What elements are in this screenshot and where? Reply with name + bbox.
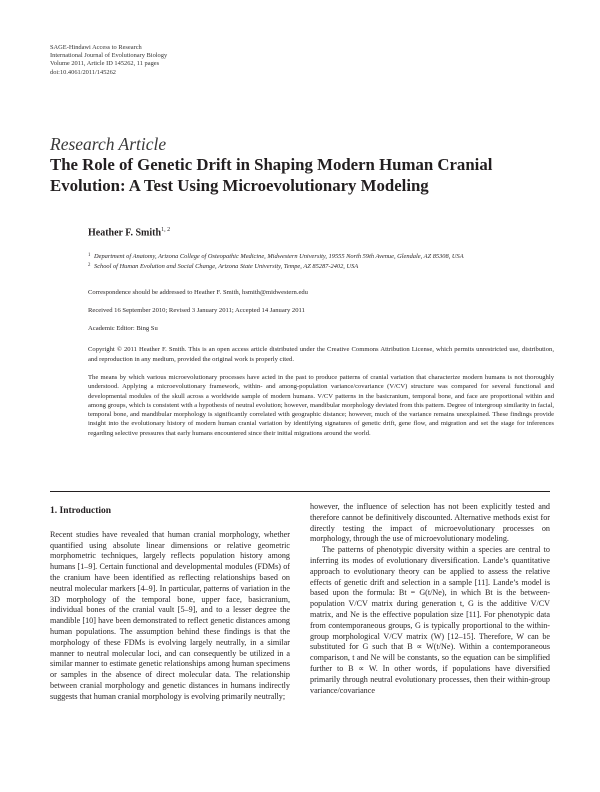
affiliation-2 <box>88 262 554 272</box>
body-column-left <box>50 506 290 703</box>
academic-editor: Academic Editor: Bing Su <box>88 325 158 332</box>
author-line <box>88 227 554 238</box>
section-divider <box>50 491 550 492</box>
affiliations <box>88 252 554 271</box>
author-name: Heather F. Smith <box>88 227 162 239</box>
body-paragraph: The patterns of phenotypic diversity within a species are central to inferring its modes of evolutionary diversification. Lande’s quantitative approach to evolutionary theory can be applied to assess the relative effects of genetic drift and selection in a sample [11]. Lande’s model is based upon the formula: Bt = G(t/Ne), in which Bt is the between-population V/CV matrix during generation t, G is the additive V/CV matrix, and Ne is the effective population size [11]. For phenotypic data from contemporaneous groups, G is typically proportional to the within-group morphological V/CV matrix (W) [12–15]. Therefore, W can be substituted for G such that B ∝ W(t/Ne). Within a contemporaneous comparison, t and Ne will be constants, so the equation can be simplified further to B ∝ W. In other words, if populations have diversified primarily through neutral evolutionary processes, then their within-group variance/covariance <box>310 545 550 695</box>
author-affiliation-marks: 1, 2 <box>161 227 171 233</box>
article-type: Research Article <box>50 134 167 154</box>
affiliation-text: School of Human Evolution and Social Change, Arizona State University, Tempe, AZ 85287-2402, USA <box>94 262 359 270</box>
affiliation-text: Department of Anatomy, Arizona College of Osteopathic Medicine, Midwestern University, 19555 North 59th Avenue, Glendale, AZ 85308, USA <box>94 253 464 260</box>
article-title: The Role of Genetic Drift in Shaping Modern Human Cranial Evolution: A Test Using Microevolutionary Modeling <box>50 155 493 195</box>
journal-volume: Volume 2011, Article ID 145262, 11 pages <box>50 60 160 68</box>
body-paragraph: Recent studies have revealed that human cranial morphology, whether quantified using absolute linear dimensions or relative geometric morphometric techniques, largely reflects population history among humans [1–9]. Certain functional and developmental modules (FDMs) of the cranium have been identified as reflecting relationships based on neutral molecular markers [4–9]. In particular, patterns of variation in the 3D morphology of the temporal bone, upper face, basicranium, individual bones of the cranial vault [5–9], and to a lesser degree the mandible [10] have been demonstrated to reflect genetic distances among human populations. The assumption behind these findings is that the morphology of these FDMs is evolving largely neutrally, in a similar manner to neutral molecular loci, and can consequently be utilized in a similar manner to estimate genetic relationships among human specimens or samples in the absence of direct molecular data. The relationship between cranial morphology and genetic distances in humans indirectly suggests that human cranial morphology is evolving primarily neutrally; <box>50 529 290 701</box>
copyright-notice: Copyright © 2011 Heather F. Smith. This is an open access article distributed under the Creative Commons Attribution License, which permits unrestricted use, distribution, and reproduction in any medium, provided the original work is properly cited. <box>88 346 554 363</box>
body-paragraph: however, the influence of selection has not been explicitly tested and therefore cannot be definitively discounted. Alternative methods exist for directly testing the impact of microevolutionary processes on morphology, through the use of microevolutionary modeling. <box>310 502 550 544</box>
journal-name: International Journal of Evolutionary Biology <box>50 52 168 60</box>
correspondence: Correspondence should be addressed to Heather F. Smith, hsmith@midwestern.edu <box>88 289 308 296</box>
received-dates: Received 16 September 2010; Revised 3 January 2011; Accepted 14 January 2011 <box>88 307 305 314</box>
affiliation-1 <box>88 252 554 262</box>
body-column-right <box>310 502 550 696</box>
journal-publisher: SAGE-Hindawi Access to Research <box>50 44 142 51</box>
section-heading: 1. Introduction <box>50 506 112 516</box>
journal-header <box>50 44 167 77</box>
journal-doi: doi:10.4061/2011/145262 <box>50 68 116 76</box>
affiliation-mark: 1 <box>88 253 91 258</box>
abstract: The means by which various microevolutionary processes have acted in the past to produce patterns of cranial variation that characterize modern humans is not thoroughly understood. Applying a microevolutionary framework, within- and among-population variance/covariance (V/CV) structure was compared for several functional and developmental modules of the skull across a worldwide sample of modern humans. V/CV patterns in the basicranium, temporal bone, and face are proportional within and among groups, which is consistent with a hypothesis of neutral evolution; however, mandibular morphology deviated from this pattern. Degree of intergroup similarity in facial, temporal bone, and mandibular morphology is significantly correlated with geographic distance; however, much of the variance remains unexplained. These findings provide insight into the evolutionary history of modern human cranial variation by identifying signatures of genetic drift, gene flow, and migration and set the stage for inferences regarding selective pressures that early humans encountered since their initial migrations around the world. <box>88 374 554 437</box>
affiliation-mark: 2 <box>88 262 91 268</box>
